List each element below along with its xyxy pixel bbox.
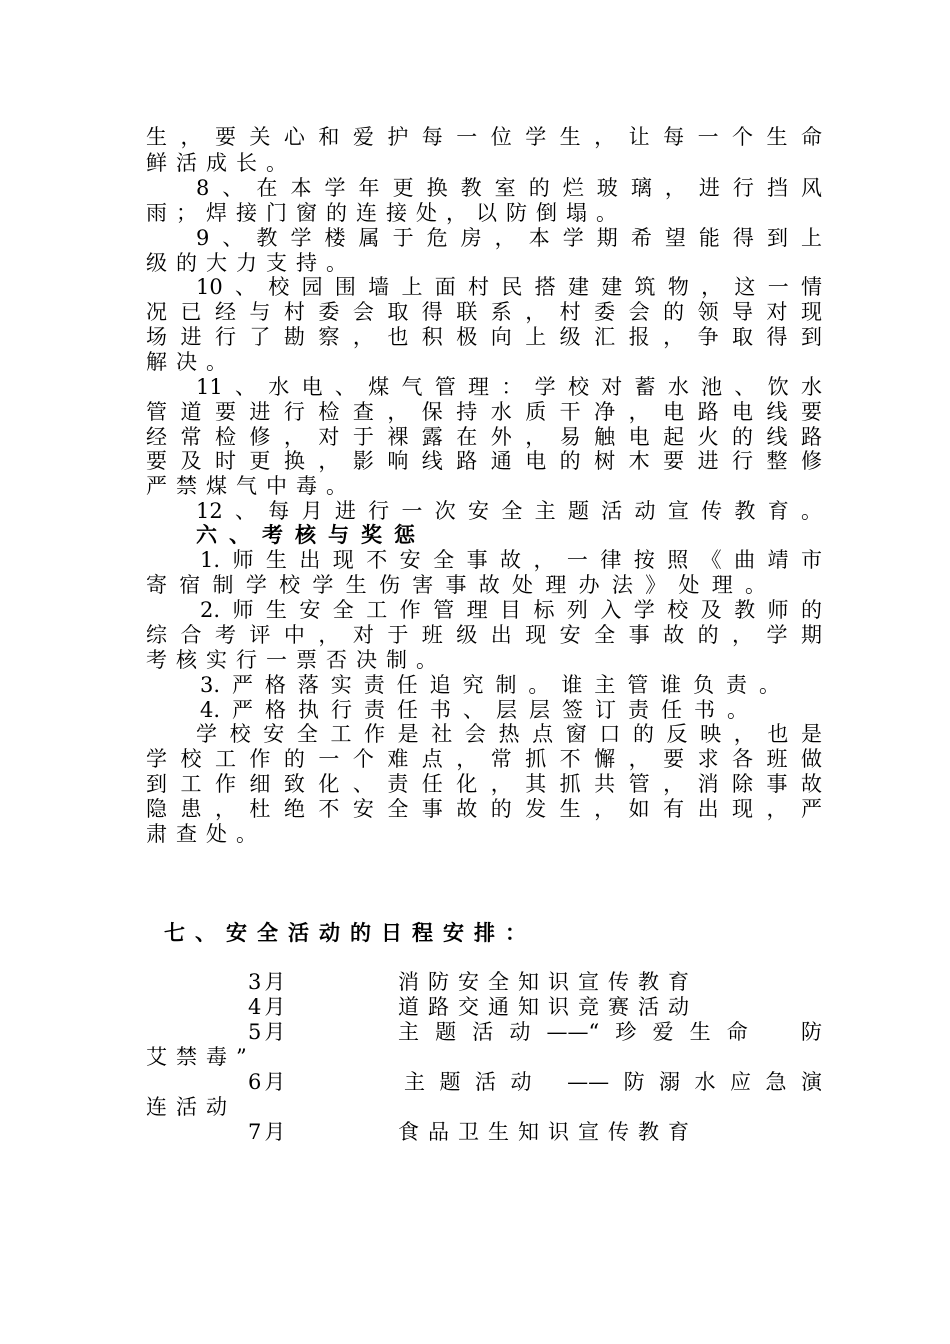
schedule-activity: 主题活动 ——防溺水应急演 <box>404 1070 822 1094</box>
schedule-activity: 主题活动——“珍爱生命 防 <box>398 1020 822 1044</box>
text-line: 9、教学楼属于危房，本学期希望能得到上 <box>196 226 822 250</box>
text-line: 综合考评中，对于班级出现安全事故的，学期 <box>146 623 822 647</box>
text-line: 要及时更换，影响线路通电的树木要进行整修 <box>146 449 822 473</box>
text-line: 场进行了勘察，也积极向上级汇报，争取得到 <box>146 325 822 349</box>
text-line: 2.师生安全工作管理目标列入学校及教师的 <box>200 598 822 622</box>
text-line: 严禁煤气中毒。 <box>146 474 356 498</box>
text-line: 8、在本学年更换教室的烂玻璃，进行挡风 <box>196 176 822 200</box>
text-line: 寄宿制学校学生伤害事故处理办法》处理。 <box>146 573 766 597</box>
text-line: 学校安全工作是社会热点窗口的反映，也是 <box>196 722 822 746</box>
text-line: 3.严格落实责任追究制。谁主管谁负责。 <box>200 673 780 697</box>
schedule-activity: 消防安全知识宣传教育 <box>398 970 698 994</box>
schedule-activity-wrap: 连活动 <box>146 1095 236 1119</box>
section-heading: 七、安全活动的日程安排： <box>164 920 536 945</box>
schedule-month: 7月 <box>248 1120 289 1144</box>
text-line: 生，要关心和爱护每一位学生，让每一个生命 <box>146 125 822 149</box>
section-heading: 六、考核与奖惩 <box>196 522 427 547</box>
text-line: 学校工作的一个难点，常抓不懈，要求各班做 <box>146 747 822 771</box>
schedule-activity: 道路交通知识竞赛活动 <box>398 995 698 1019</box>
text-line: 经常检修，对于裸露在外，易触电起火的线路 <box>146 425 822 449</box>
text-line: 4.严格执行责任书、层层签订责任书。 <box>200 698 748 722</box>
text-line: 管道要进行检查，保持水质干净，电路电线要 <box>146 400 822 424</box>
text-line: 考核实行一票否决制。 <box>146 648 446 672</box>
schedule-month: 3月 <box>248 970 289 994</box>
text-line: 11、水电、煤气管理：学校对蓄水池、饮水 <box>196 375 822 399</box>
schedule-month: 5月 <box>248 1020 289 1044</box>
schedule-month: 4月 <box>248 995 289 1019</box>
schedule-activity-wrap: 艾禁毒” <box>146 1045 256 1069</box>
text-line: 鲜活成长。 <box>146 151 296 175</box>
schedule-activity: 食品卫生知识宣传教育 <box>398 1120 698 1144</box>
text-line: 解决。 <box>146 350 236 374</box>
text-line: 肃查处。 <box>146 822 266 846</box>
text-line: 级的大力支持。 <box>146 251 356 275</box>
text-line: 到工作细致化、责任化，其抓共管，消除事故 <box>146 772 822 796</box>
text-line: 1.师生出现不安全事故，一律按照《曲靖市 <box>200 548 822 572</box>
text-line: 12、每月进行一次安全主题活动宣传教育。 <box>196 499 822 523</box>
text-line: 隐患，杜绝不安全事故的发生，如有出现，严 <box>146 797 822 821</box>
text-line: 雨；焊接门窗的连接处，以防倒塌。 <box>146 201 626 225</box>
text-line: 10、校园围墙上面村民搭建建筑物，这一情 <box>196 275 822 299</box>
schedule-month: 6月 <box>248 1070 289 1094</box>
text-line: 况已经与村委会取得联系，村委会的领导对现 <box>146 300 822 324</box>
